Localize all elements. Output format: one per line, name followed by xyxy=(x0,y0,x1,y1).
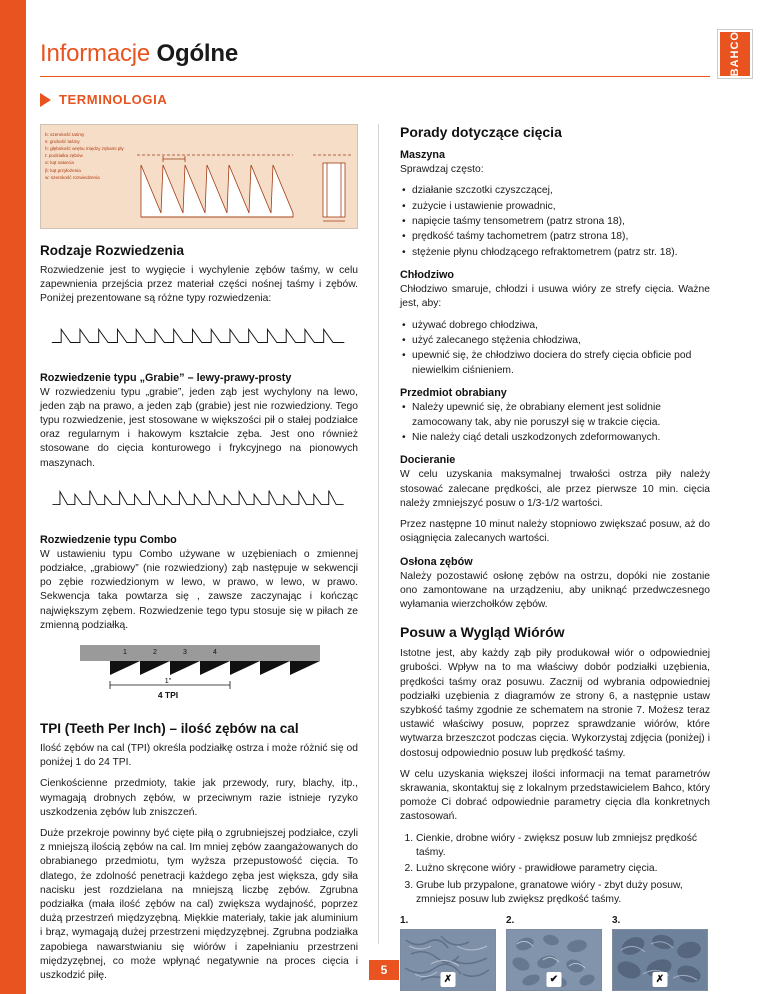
tpi-label-4: 4 xyxy=(213,649,217,657)
tooth-terminology-figure xyxy=(40,124,358,229)
chip-photo-2 xyxy=(506,929,602,991)
page-content xyxy=(40,0,750,994)
heading-chlodziwo: Chłodziwo xyxy=(400,269,454,282)
bahco-logo-text: BAHCO xyxy=(729,31,741,77)
left-column xyxy=(40,124,358,990)
tpi-diagram-icon xyxy=(40,641,358,711)
tpi-caption: 4 TPI xyxy=(157,690,179,701)
paragraph-combo: W ustawieniu typu Combo używane w uzębieniach o zmiennej podziałce, „grabiowy” (nie rozwiedziony) ząb następuje w sekwencji po zębie rozwiedzionym w lewo, w prawo, w lewo, w prawo. Sekwencja taka powtarza się , zawsze zaczynając i kończąc największym zębem. Rozwiedzenie tego typu stosuje się w piłach ze zmienną podziałką. xyxy=(40,548,358,631)
paragraph-tpi-2: Cienkościenne przedmioty, takie jak przewody, rury, blachy, itp., wymagają drobnych zębów, w przeciwnym razie istnieje ryzyko uszkodzenia zębów lub zniszczeń. xyxy=(40,778,358,818)
tpi-label-2: 2 xyxy=(153,649,157,657)
title-rule xyxy=(40,76,710,77)
paragraph-posuw-2: W celu uzyskania większej ilości informacji na temat parametrów skrawania, skontaktuj się z lokalnym przedstawicielem Bahco, który pomoże Ci dobrać odpowiednie parametry cięcia dla konkretnych zastosowań. xyxy=(400,768,710,823)
paragraph-tpi-1: Ilość zębów na cal (TPI) określa podziałkę ostrza i może różnić się od poniżej 1 do 24 TPI. xyxy=(40,743,358,769)
chip-photos xyxy=(400,915,710,991)
list-chlodziwo xyxy=(400,319,710,379)
paragraph-tpi-3: Duże przekroje powinny być cięte piłą o zgrubniejszej podziałce, czyli z mniejszą ilością zębów na cal. Im mniej zębów zaangażowanych do obrabianego przedmiotu, tym wyższa przepustowość cięcia. To dlatego, że zdolność penetracji każdego zęba jest większa, gdy siła nacisku jest rozdzielana na mniejszą liczbę zębów. Zgrubna podziałka (mała ilość zębów na cal) zwiększa wydajność, poprzez dużą przestrzeń międzyzębną. Miękkie materiały, takie jak aluminium i brąz, wymagają dużej przestrzeni międzyzębnej. Zgrubna podziałka zapobiega nawarstwianiu się wiórów i zapełnianiu przestrzeni międzyzębnej, co może wpłynąć negatywnie na proces cięcia i uszkodzić piłę. xyxy=(40,828,358,982)
paragraph-maszyna: Sprawdzaj często: xyxy=(400,164,484,175)
page-title-bold: Ogólne xyxy=(156,40,238,67)
paragraph-posuw-1: Istotne jest, aby każdy ząb piły produkował wiór o odpowiedniej grubości. Wpływ na to ma właściwy dobór podziałki uzębienia, prędkości taśmy oraz posuwu. Zacznij od wybrania odpowiedniej podziałki uzębienia z diagramów ze strony 6, a następnie ustaw szybkość taśmy zgodnie ze schematem na stronie 7. Możesz teraz ustawić właściwy posuw, poprzez sprawdzanie wiórów, które wytwarza brzeszczot podczas cięcia. Wykorzystaj zdjęcia (poniżej) i dostosuj odpowiednio posuw lub prędkość taśmy. xyxy=(400,648,710,759)
list-item: 1. Cienkie, drobne wióry - zwiększ posuw lub zmniejsz prędkość taśmy. xyxy=(416,832,710,861)
heading-posuw: Posuw a Wygląd Wiórów xyxy=(400,624,565,641)
chip-photo-3 xyxy=(612,929,708,991)
paragraph-grabie: W rozwiedzeniu typu „grabie”, jeden ząb jest wychylony na lewo, jeden ząb na prawo, a jeden ząb (grabie) jest nie rozwiedziony. Tego typu rozwiedzenie, jest stosowane w większości pił o stałej podziałce oraz regularnym i hakowym kształcie zęba. Jest ono również stosowane do cięcia konturowego i frykcyjnego na pionowych maszynach. xyxy=(40,386,358,469)
tpi-label-1: 1 xyxy=(123,649,127,657)
page-number-badge: 5 xyxy=(369,960,399,980)
legend-line-0: b: szerokość taśmy xyxy=(45,132,85,137)
list-item: • stężenie płynu chłodzącego refraktometrem (patrz str. 18). xyxy=(412,246,710,260)
heading-tpi: TPI (Teeth Per Inch) – ilość zębów na cal xyxy=(40,721,299,737)
section-heading-label: TERMINOLOGIA xyxy=(59,92,168,107)
heading-docieranie: Docieranie xyxy=(400,454,456,467)
right-column xyxy=(400,124,710,991)
page-title xyxy=(40,40,238,68)
legend-line-3: t: podziałka zębów xyxy=(45,153,83,159)
tpi-inch-label: 1" xyxy=(164,676,172,686)
paragraph-docieranie-1: W celu uzyskania maksymalnej trwałości ostrza piły należy stosować zalecane prędkości, ale przez pierwsze 10 min. cięcia należy zmniejszyć posuw o 1/3-1/2 wartości. xyxy=(400,469,710,509)
heading-przedmiot-obrabiany: Przedmiot obrabiany xyxy=(400,387,507,400)
left-accent-bar xyxy=(0,0,26,994)
triangle-bullet-icon xyxy=(40,93,51,107)
legend-line-6: w: szerokość rozwiedzenia xyxy=(45,174,100,180)
list-przedmiot xyxy=(400,401,710,445)
heading-grabie: Rozwiedzenie typu „Grabie” – lewy-prawy-prosty xyxy=(40,371,292,384)
list-item: • zużycie i ustawienie prowadnic, xyxy=(412,200,710,214)
chip-photo-1-wrap xyxy=(400,915,496,991)
chip-photo-3-mark: ✗ xyxy=(653,972,668,987)
list-item: 2. Lużno skręcone wióry - prawidłowe parametry cięcia. xyxy=(416,862,710,876)
list-item: • upewnić się, że chłodziwo dociera do strefy cięcia obficie pod niewielkim ciśnieniem. xyxy=(412,349,710,378)
list-maszyna xyxy=(400,184,710,260)
chip-photo-2-wrap xyxy=(506,915,602,991)
chip-photo-1 xyxy=(400,929,496,991)
legend-line-4: α: kąt natarcia xyxy=(45,160,74,166)
chip-photo-1-number: 1. xyxy=(400,914,409,926)
legend-line-5: β: kąt przyłożenia xyxy=(45,167,81,173)
list-item: • używać dobrego chłodziwa, xyxy=(412,319,710,333)
tpi-label-3: 3 xyxy=(183,649,187,657)
tpi-figure xyxy=(40,641,358,711)
list-item: • prędkość taśmy tachometrem (patrz strona 18), xyxy=(412,230,710,244)
chip-photo-2-number: 2. xyxy=(506,914,515,926)
chip-photo-3-number: 3. xyxy=(612,914,621,926)
paragraph-docieranie-2: Przez następne 10 minut należy stopniowo zwiększać posuw, aż do osiągnięcia zalecanych wartości. xyxy=(400,519,710,545)
combo-set-pattern-icon xyxy=(40,484,358,512)
rake-set-pattern-icon xyxy=(40,320,358,350)
column-divider xyxy=(378,124,379,944)
paragraph-rodzaje: Rozwiedzenie jest to wygięcie i wychylenie zębów taśmy, w celu zapewnienia przejścia przez materiał części nośnej taśmy i zębów. Poniżej prezentowane są różne typy rozwiedzenia: xyxy=(40,265,358,305)
bahco-logo xyxy=(718,30,752,78)
heading-combo: Rozwiedzenie typu Combo xyxy=(40,533,177,546)
heading-porady: Porady dotyczące cięcia xyxy=(400,124,562,140)
heading-rodzaje-rozwiedzenia: Rodzaje Rozwiedzenia xyxy=(40,243,185,258)
chip-photo-1-mark: ✗ xyxy=(441,972,456,987)
chip-photo-3-wrap xyxy=(612,915,708,991)
list-item: • działanie szczotki czyszczącej, xyxy=(412,184,710,198)
legend-line-2: h: głębokość wrębu między zębami pły xyxy=(45,146,124,152)
list-item: 3. Grube lub przypalone, granatowe wióry - zbyt duży posuw, zmniejsz posuw lub zwiększ prędkość taśmy. xyxy=(416,879,710,908)
chip-photo-2-mark: ✔ xyxy=(547,972,562,987)
paragraph-chlodziwo: Chłodziwo smaruje, chłodzi i usuwa wióry ze strefy cięcia. Ważne jest, aby: xyxy=(400,284,710,310)
section-heading-terminologia xyxy=(40,92,167,107)
list-item: • napięcie taśmy tensometrem (patrz strona 18), xyxy=(412,215,710,229)
legend-line-1: s: grubość taśmy xyxy=(45,139,80,145)
page-title-light: Informacje xyxy=(40,40,151,67)
figure-legend xyxy=(45,131,124,181)
list-item: • użyć zalecanego stężenia chłodziwa, xyxy=(412,334,710,348)
paragraph-oslona: Należy pozostawić osłonę zębów na ostrzu, dopóki nie zostanie ono zamontowane na urządzeniu, aby uniknąć przedwczesnego wyłamania wierzchołków zębów. xyxy=(400,570,710,610)
list-posuw xyxy=(400,832,710,908)
list-item: • Nie należy ciąć detali uszkodzonych zdeformowanych. xyxy=(412,431,710,445)
list-item: • Należy upewnić się, że obrabiany element jest solidnie zamocowany tak, aby nie poruszył się w trakcie cięcia. xyxy=(412,401,710,430)
heading-maszyna: Maszyna xyxy=(400,149,446,161)
heading-oslona-zebow: Osłona zębów xyxy=(400,555,473,568)
